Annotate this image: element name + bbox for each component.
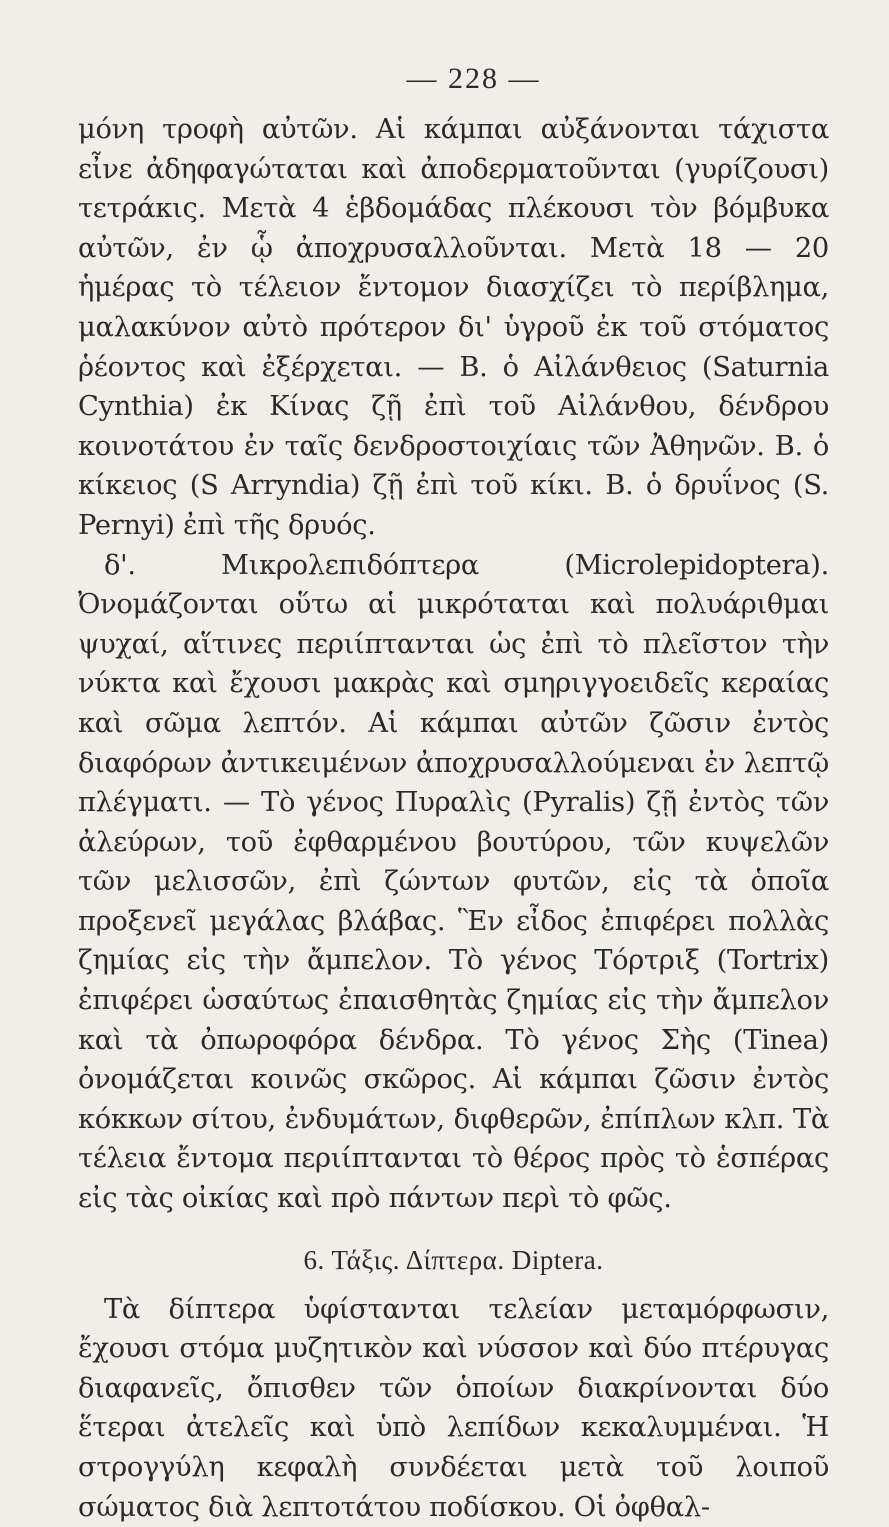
section-heading-diptera: 6. Τάξις. Δίπτερα. Diptera. <box>303 1244 604 1275</box>
paragraph-silkworms: μόνη τροφὴ αὐτῶν. Αἱ κάμπαι αὐξάνονται τάχιστα εἶνε ἀδηφαγώταται καὶ ἀποδερματοῦνται (γυρίζουσι) τετράκις. Μετὰ 4 ἑβδομάδας πλέκουσι τὸν βόμβυκα αὐτῶν, ἐν ᾧ ἀποχρυσαλλοῦνται. Μετὰ 18 — 20 ἡμέρας τὸ τέλειον ἔντομον διασχίζει τὸ περίβλημα, μαλακύνον αὐτὸ πρότερον δι' ὑγροῦ ἐκ τοῦ στόματος ῥέοντος καὶ ἐξέρχεται. — Β. ὁ Αἰλάνθειος (Saturnia Cynthia) ἐκ Κίνας ζῇ ἐπὶ τοῦ Αἰλάνθου, δένδρου κοινοτάτου ἐν ταῖς δενδροστοιχίαις τῶν Ἀθηνῶν. Β. ὁ κίκειος (S Arryndia) ζῇ ἐπὶ τοῦ κίκι. Β. ὁ δρυΐνος (S. Pernyi) ἐπὶ τῆς δρυός. <box>78 114 829 541</box>
page-number: — 228 — <box>406 62 541 95</box>
paragraph-diptera: Τὰ δίπτερα ὑφίστανται τελείαν μεταμόρφωσιν, ἔχουσι στόμα μυζητικὸν καὶ νύσσον καὶ δύο πτέρυγας διαφανεῖς, ὄπισθεν τῶν ὁποίων διακρίνονται δύο ἕτεραι ἀτελεῖς καὶ ὑπὸ λεπίδων κεκαλυμμέναι. Ἡ στρογγύλη κεφαλὴ συνδέεται μετὰ τοῦ λοιποῦ σώματος διὰ λεπτοτάτου ποδίσκου. Οἱ ὀφθαλ- <box>78 1293 829 1523</box>
paragraph-microlepidoptera: δ'. Μικρολεπιδόπτερα (Microlepidoptera). Ὀνομάζονται οὕτω αἱ μικρόταται καὶ πολυάριθμαι ψυχαί, αἵτινες περιίπτανται ὡς ἐπὶ τὸ πλεῖστον τὴν νύκτα καὶ ἔχουσι μακρὰς καὶ σμηριγγοειδεῖς κεραίας καὶ σῶμα λεπτόν. Αἱ κάμπαι αὐτῶν ζῶσιν ἐντὸς διαφόρων ἀντικειμένων ἀποχρυσαλλούμεναι ἐν λεπτῷ πλέγματι. — Τὸ γένος Πυραλὶς (Pyralis) ζῇ ἐντὸς τῶν ἀλεύρων, τοῦ ἐφθαρμένου βουτύρου, τῶν κυψελῶν τῶν μελισσῶν, ἐπὶ ζώντων φυτῶν, εἰς τὰ ὁποῖα προξενεῖ μεγάλας βλάβας. Ἓν εἶδος ἐπιφέρει πολλὰς ζημίας εἰς τὴν ἄμπελον. Τὸ γένος Τόρτριξ (Tortrix) ἐπιφέρει ὡσαύτως ἐπαισθητὰς ζημίας εἰς τὴν ἄμπελον καὶ τὰ ὀπωροφόρα δένδρα. Τὸ γένος Σὴς (Tinea) ὀνομάζεται κοινῶς σκῶρος. Αἱ κάμπαι ζῶσιν ἐντὸς κόκκων σίτου, ἐνδυμάτων, διφθερῶν, ἐπίπλων κλπ. Τὰ τέλεια ἔντομα περιίπτανται τὸ θέρος πρὸς τὸ ἑσπέρας εἰς τὰς οἰκίας καὶ πρὸ πάντων περὶ τὸ φῶς. <box>78 549 829 1215</box>
